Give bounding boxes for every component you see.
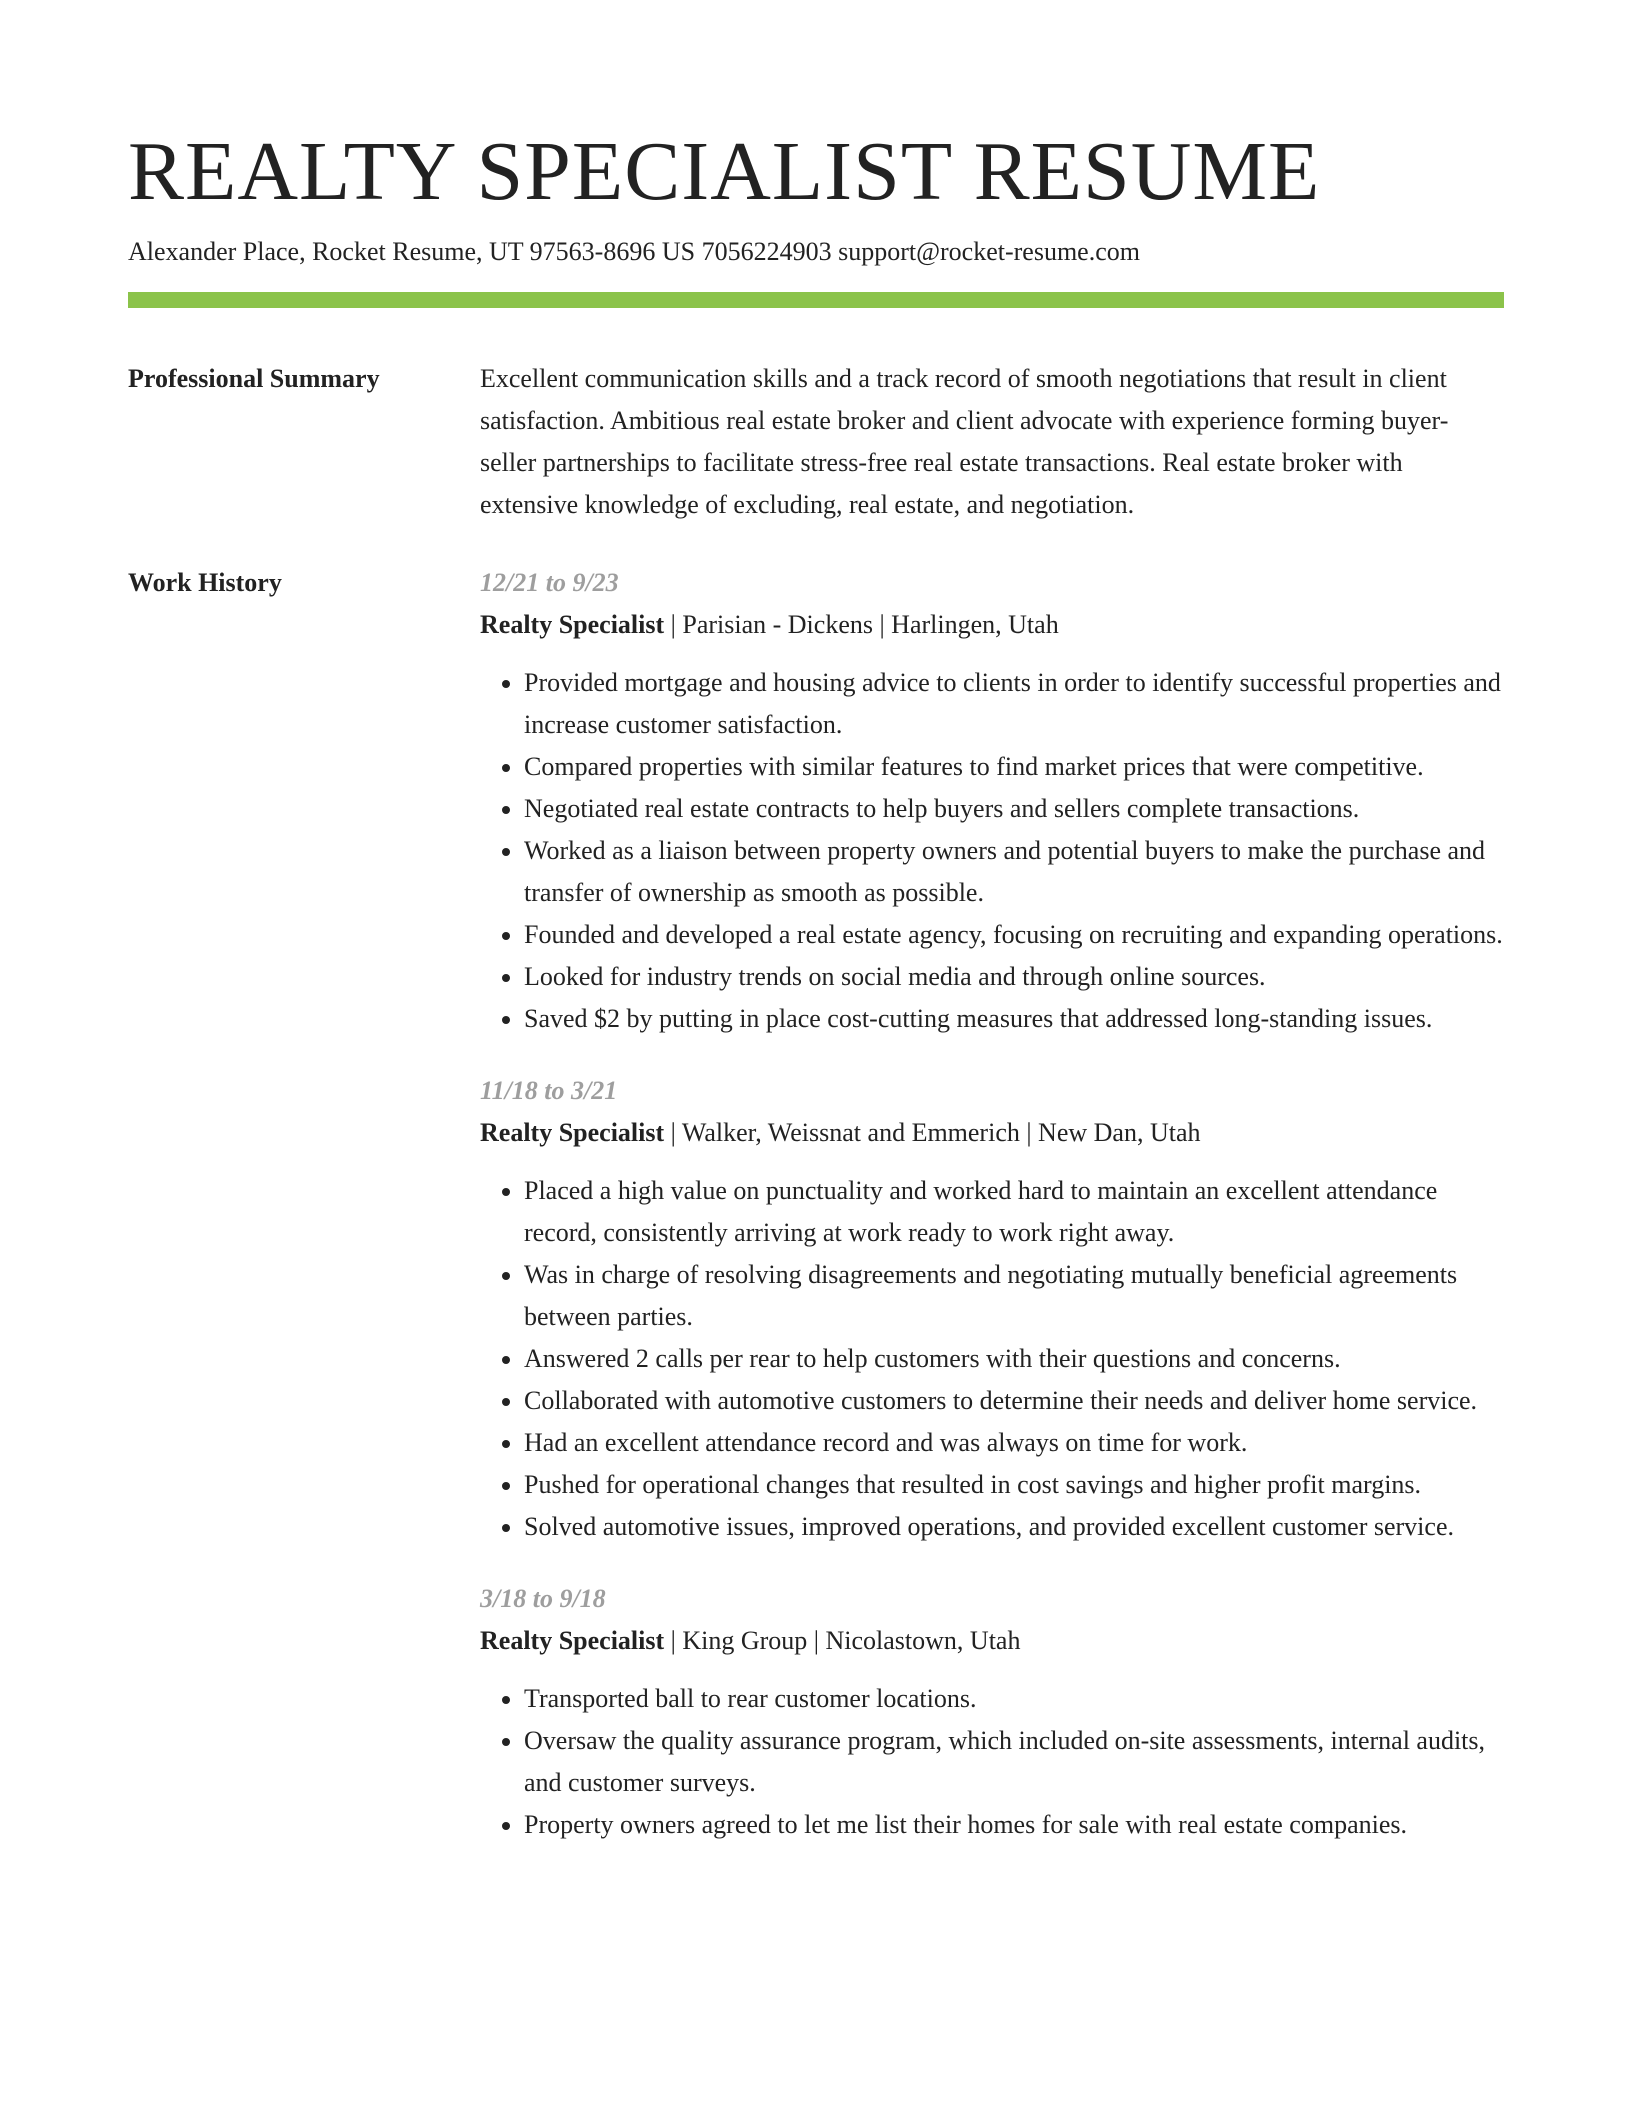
job-employer-location: | Parisian - Dickens | Harlingen, Utah bbox=[664, 610, 1059, 639]
job-dates: 12/21 to 9/23 bbox=[480, 568, 619, 597]
job-bullet-list bbox=[480, 662, 1504, 1040]
job-bullet: • Oversaw the quality assurance program, which included on-site assessments, internal audits, and customer surveys. bbox=[524, 1720, 1504, 1804]
job-entry bbox=[480, 1070, 1504, 1548]
job-bullet: • Had an excellent attendance record and was always on time for work. bbox=[524, 1422, 1504, 1464]
job-bullet: • Transported ball to rear customer locations. bbox=[524, 1678, 1504, 1720]
job-bullet: • Was in charge of resolving disagreements and negotiating mutually beneficial agreements between parties. bbox=[524, 1254, 1504, 1338]
section-label-work-history: Work History bbox=[128, 568, 282, 597]
job-title: Realty Specialist bbox=[480, 610, 665, 639]
job-title: Realty Specialist bbox=[480, 1626, 665, 1655]
professional-summary-section bbox=[128, 358, 1504, 526]
section-label-professional-summary: Professional Summary bbox=[128, 364, 380, 393]
job-heading bbox=[480, 1112, 1504, 1154]
job-bullet: • Saved $2 by putting in place cost-cutting measures that addressed long-standing issues. bbox=[524, 998, 1504, 1040]
work-history-section bbox=[128, 562, 1504, 1876]
resume-title: REALTY SPECIALIST RESUME bbox=[128, 125, 1321, 218]
job-heading bbox=[480, 1620, 1504, 1662]
job-bullet: • Compared properties with similar features to find market prices that were competitive. bbox=[524, 746, 1504, 788]
job-entry bbox=[480, 1578, 1504, 1846]
job-dates: 3/18 to 9/18 bbox=[480, 1584, 606, 1613]
summary-text: Excellent communication skills and a track record of smooth negotiations that result in client satisfaction. Ambitious real estate broker and client advocate with experience forming buyer-seller partnerships to facilitate stress-free real estate transactions. Real estate broker with extensive knowledge of excluding, real estate, and negotiation. bbox=[480, 364, 1449, 519]
accent-divider bbox=[128, 292, 1504, 308]
job-bullet: • Founded and developed a real estate agency, focusing on recruiting and expanding operations. bbox=[524, 914, 1504, 956]
summary-body bbox=[480, 358, 1504, 526]
job-employer-location: | Walker, Weissnat and Emmerich | New Dan, Utah bbox=[664, 1118, 1201, 1147]
job-bullet: • Provided mortgage and housing advice to clients in order to identify successful properties and increase customer satisfaction. bbox=[524, 662, 1504, 746]
job-employer-location: | King Group | Nicolastown, Utah bbox=[664, 1626, 1021, 1655]
job-title: Realty Specialist bbox=[480, 1118, 665, 1147]
job-entry bbox=[480, 562, 1504, 1040]
contact-info: Alexander Place, Rocket Resume, UT 97563-8696 US 7056224903 support@rocket-resume.com bbox=[128, 237, 1140, 266]
job-bullet-list bbox=[480, 1678, 1504, 1846]
job-bullet: • Placed a high value on punctuality and worked hard to maintain an excellent attendance record, consistently arriving at work ready to work right away. bbox=[524, 1170, 1504, 1254]
job-bullet: • Worked as a liaison between property owners and potential buyers to make the purchase and transfer of ownership as smooth as possible. bbox=[524, 830, 1504, 914]
resume-page bbox=[128, 120, 1504, 1876]
job-heading bbox=[480, 604, 1504, 646]
job-bullet: • Negotiated real estate contracts to help buyers and sellers complete transactions. bbox=[524, 788, 1504, 830]
job-bullet: • Answered 2 calls per rear to help customers with their questions and concerns. bbox=[524, 1338, 1504, 1380]
job-bullet: • Solved automotive issues, improved operations, and provided excellent customer service. bbox=[524, 1506, 1504, 1548]
job-bullet: • Pushed for operational changes that resulted in cost savings and higher profit margins. bbox=[524, 1464, 1504, 1506]
work-history-body bbox=[480, 562, 1504, 1876]
job-bullet: • Property owners agreed to let me list their homes for sale with real estate companies. bbox=[524, 1804, 1504, 1846]
job-bullet-list bbox=[480, 1170, 1504, 1548]
job-bullet: • Collaborated with automotive customers to determine their needs and deliver home service. bbox=[524, 1380, 1504, 1422]
job-bullet: • Looked for industry trends on social media and through online sources. bbox=[524, 956, 1504, 998]
job-dates: 11/18 to 3/21 bbox=[480, 1076, 618, 1105]
